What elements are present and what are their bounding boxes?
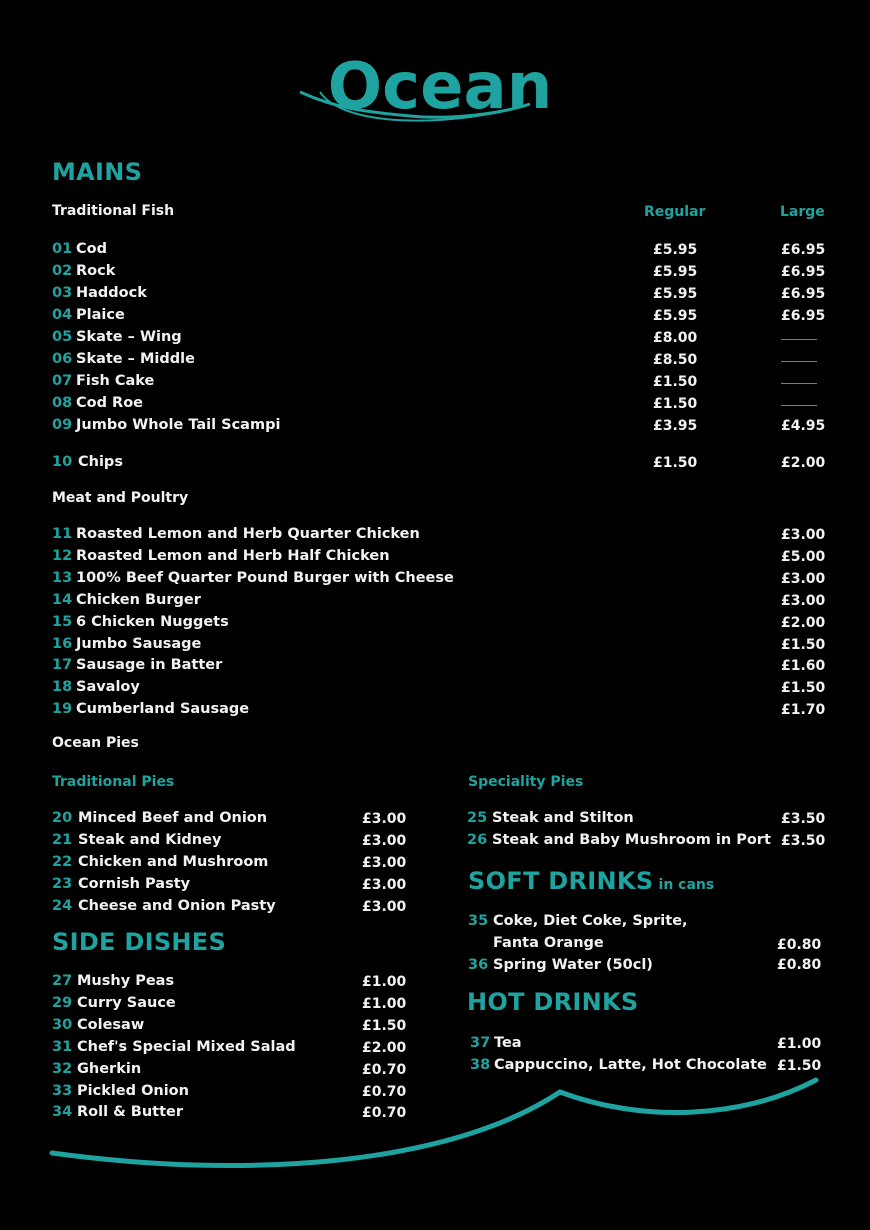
item-name: Roasted Lemon and Herb Half Chicken: [76, 547, 390, 564]
item-price: £1.50: [777, 1058, 822, 1074]
item-name: Chef's Special Mixed Salad: [77, 1038, 296, 1055]
item-price: £6.95: [781, 242, 826, 258]
item-price: £3.00: [362, 811, 407, 827]
item-name: Chicken and Mushroom: [78, 854, 269, 870]
item-number: 26: [467, 832, 488, 848]
item-number: 18: [52, 679, 73, 696]
item-name: Fish Cake: [76, 373, 155, 389]
item-price: £3.50: [781, 811, 826, 827]
ocean-pies-label: Ocean Pies: [52, 735, 139, 751]
item-name: Skate – Middle: [76, 351, 195, 367]
item-price: £1.50: [653, 455, 698, 471]
not-available-dash: [781, 383, 817, 384]
item-price: £1.00: [362, 974, 407, 990]
item-number: 27: [52, 973, 73, 989]
item-name: Chips: [78, 454, 123, 470]
traditional-pies-label: Traditional Pies: [52, 774, 175, 790]
item-name: Jumbo Whole Tail Scampi: [76, 417, 281, 433]
item-price: £2.00: [781, 455, 826, 471]
item-price: £0.80: [777, 957, 822, 973]
item-price: £0.70: [362, 1061, 407, 1078]
item-name: 6 Chicken Nuggets: [76, 613, 229, 630]
item-name: Chicken Burger: [76, 591, 201, 608]
item-price: £5.95: [653, 264, 698, 280]
item-price: £3.00: [362, 855, 407, 871]
item-price: £6.95: [781, 308, 826, 324]
regular-column-header: Regular: [644, 204, 706, 220]
item-name: Cappuccino, Latte, Hot Chocolate: [494, 1057, 767, 1073]
item-price: £3.00: [362, 877, 407, 893]
soft-drinks-title: [468, 867, 714, 895]
item-name: Steak and Stilton: [492, 810, 634, 826]
item-price: £1.50: [781, 636, 826, 653]
item-price: £5.95: [653, 286, 698, 302]
item-number: 16: [52, 635, 73, 652]
decorative-wave-icon: [0, 1070, 870, 1190]
item-price: £1.50: [653, 396, 698, 412]
item-number: 04: [52, 307, 73, 323]
soft-drinks-heading: SOFT DRINKS: [468, 867, 654, 895]
item-name: Haddock: [76, 285, 147, 301]
item-price: £3.00: [362, 899, 407, 915]
item-price: £6.95: [781, 286, 826, 302]
item-number: 09: [52, 417, 73, 433]
item-number: 31: [52, 1038, 73, 1055]
item-number: 11: [52, 526, 73, 542]
item-name: Steak and Kidney: [78, 832, 222, 848]
item-number: 30: [52, 1016, 73, 1033]
item-name: Tea: [494, 1035, 522, 1051]
item-price: £3.00: [362, 833, 407, 849]
item-name-line2: Fanta Orange: [493, 935, 604, 951]
item-number: 05: [52, 329, 73, 345]
item-name: Roll & Butter: [77, 1104, 184, 1121]
item-number: 12: [52, 547, 73, 564]
item-price: £1.50: [653, 374, 698, 390]
item-name: Cheese and Onion Pasty: [78, 898, 276, 914]
item-price: £5.00: [781, 548, 826, 565]
item-number: 02: [52, 263, 73, 279]
soft-drinks-suffix: in cans: [658, 877, 715, 893]
item-name: Savaloy: [76, 679, 140, 696]
item-price: £3.95: [653, 418, 698, 434]
mains-heading: MAINS: [52, 158, 143, 186]
item-name: 100% Beef Quarter Pound Burger with Cheese: [76, 569, 454, 586]
not-available-dash: [781, 361, 817, 362]
item-price: £5.95: [653, 242, 698, 258]
item-price: £2.00: [362, 1039, 407, 1056]
item-name: Plaice: [76, 307, 125, 323]
item-name: Colesaw: [77, 1016, 145, 1033]
not-available-dash: [781, 405, 817, 406]
item-price: £8.50: [653, 352, 698, 368]
item-price: £1.50: [362, 1017, 407, 1034]
item-name: Pickled Onion: [77, 1082, 189, 1099]
item-price: £1.70: [781, 702, 826, 719]
item-price: £0.70: [362, 1083, 407, 1100]
item-name: Steak and Baby Mushroom in Port: [492, 832, 771, 848]
side-dishes-heading: SIDE DISHES: [52, 928, 227, 956]
item-name: Cornish Pasty: [78, 876, 191, 892]
logo-wordmark: Ocean: [327, 52, 553, 124]
ocean-logo: [300, 52, 580, 132]
item-name-line1: Coke, Diet Coke, Sprite,: [493, 913, 688, 929]
item-price: £1.50: [781, 680, 826, 697]
large-column-header: Large: [780, 204, 825, 220]
item-number: 25: [467, 810, 488, 826]
item-name: Cod: [76, 241, 107, 257]
item-number: 01: [52, 241, 73, 257]
item-price: £6.95: [781, 264, 826, 280]
item-number: 14: [52, 591, 73, 608]
item-name: Mushy Peas: [77, 973, 175, 989]
item-number: 10: [52, 454, 73, 470]
speciality-pies-label: Speciality Pies: [468, 774, 584, 790]
item-number: 08: [52, 395, 73, 411]
item-name: Cod Roe: [76, 395, 143, 411]
item-name: Rock: [76, 263, 116, 279]
hot-drinks-heading: HOT DRINKS: [467, 988, 639, 1016]
item-number: 35: [468, 913, 489, 929]
item-number: 03: [52, 285, 73, 301]
item-price: £3.50: [781, 833, 826, 849]
item-number: 17: [52, 657, 73, 674]
item-price: £1.00: [777, 1036, 822, 1052]
item-price: £3.00: [781, 570, 826, 587]
item-number: 23: [52, 876, 73, 892]
item-name: Sausage in Batter: [76, 657, 223, 674]
item-name: Spring Water (50cl): [493, 957, 653, 973]
item-name: Curry Sauce: [77, 994, 176, 1011]
item-price: £2.00: [781, 614, 826, 631]
item-number: 34: [52, 1104, 73, 1121]
item-name: Skate – Wing: [76, 329, 182, 345]
item-number: 32: [52, 1060, 73, 1077]
item-number: 29: [52, 994, 73, 1011]
item-number: 21: [52, 832, 73, 848]
item-price: £3.00: [781, 527, 826, 543]
meat-poultry-label: Meat and Poultry: [52, 490, 189, 506]
item-number: 19: [52, 701, 73, 718]
item-number: 22: [52, 854, 73, 870]
item-name: Roasted Lemon and Herb Quarter Chicken: [76, 526, 420, 542]
item-number: 24: [52, 898, 73, 914]
item-price: £4.95: [781, 418, 826, 434]
item-name: Minced Beef and Onion: [78, 810, 268, 826]
item-price: £3.00: [781, 592, 826, 609]
item-price: £8.00: [653, 330, 698, 346]
traditional-fish-label: Traditional Fish: [52, 203, 175, 219]
item-name: Cumberland Sausage: [76, 701, 250, 718]
item-name: Jumbo Sausage: [76, 635, 202, 652]
item-number: 15: [52, 613, 73, 630]
item-price: £1.60: [781, 658, 826, 675]
item-number: 36: [468, 957, 489, 973]
item-price: £1.00: [362, 995, 407, 1012]
item-number: 33: [52, 1082, 73, 1099]
item-name: Gherkin: [77, 1060, 142, 1077]
item-number: 20: [52, 810, 73, 826]
item-number: 38: [470, 1057, 491, 1073]
not-available-dash: [781, 339, 817, 340]
item-number: 07: [52, 373, 73, 389]
item-number: 37: [470, 1035, 491, 1051]
item-price: £5.95: [653, 308, 698, 324]
item-number: 06: [52, 351, 73, 367]
item-price: £0.80: [777, 937, 822, 953]
item-number: 13: [52, 569, 73, 586]
item-price: £0.70: [362, 1105, 407, 1122]
